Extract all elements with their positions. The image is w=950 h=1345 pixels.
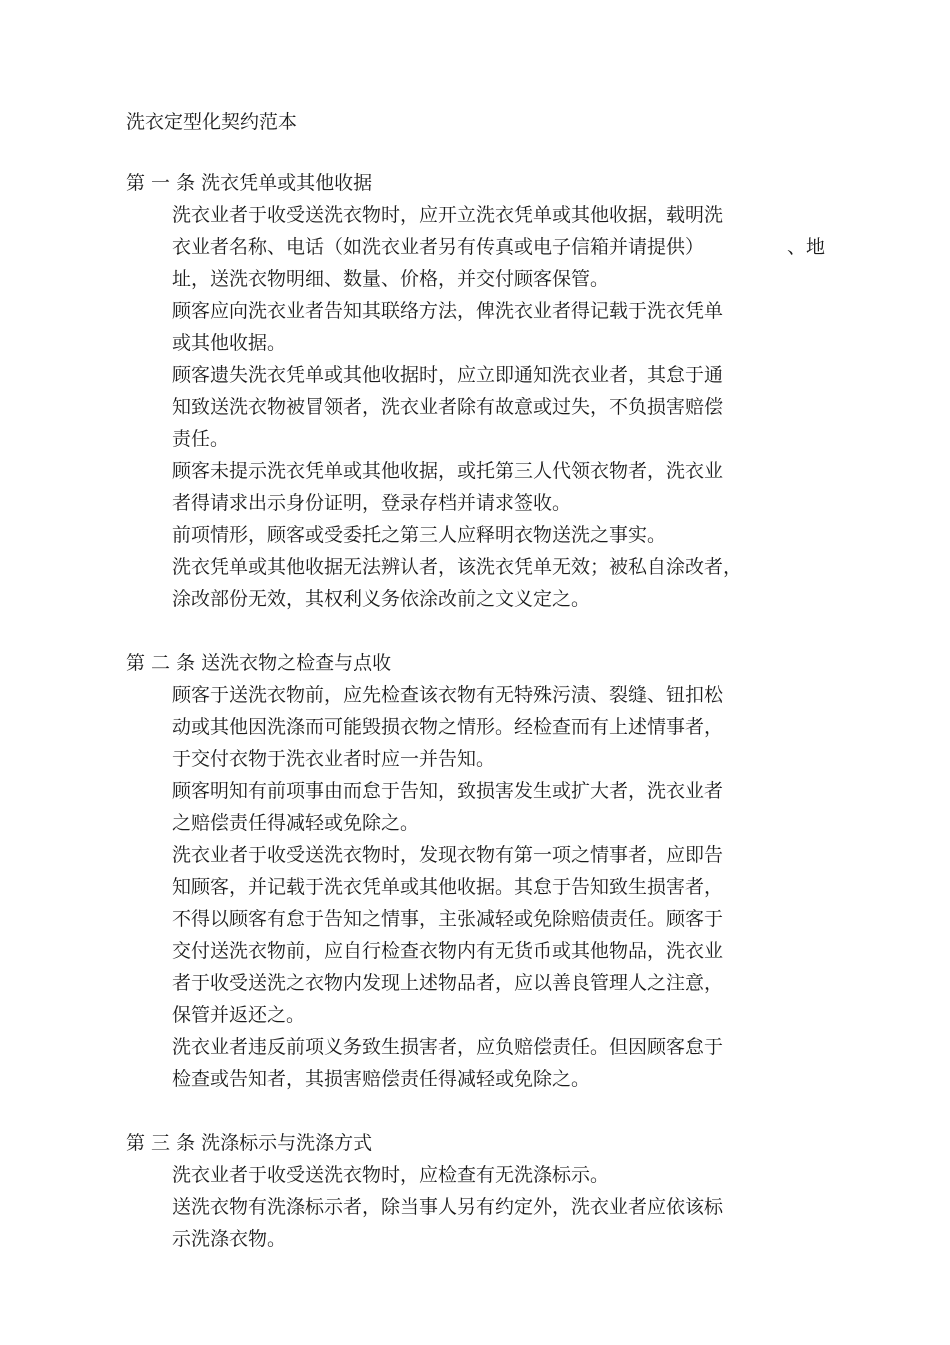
article-paragraph <box>172 551 792 615</box>
article-paragraph <box>172 839 792 1031</box>
document-title: 洗衣定型化契约范本 <box>126 111 298 133</box>
article-paragraph <box>172 775 792 839</box>
paragraph-line: 洗衣业者于收受送洗衣物时，发现衣物有第一项之情事者，应即告 <box>172 844 724 866</box>
article-paragraph <box>172 679 792 775</box>
article-2 <box>126 647 846 1095</box>
article-paragraph <box>172 1031 792 1095</box>
article-heading: 第 三 条 洗涤标示与洗涤方式 <box>126 1132 373 1154</box>
article-paragraph <box>172 359 792 455</box>
paragraph-line: 送洗衣物有洗涤标示者，除当事人另有约定外，洗衣业者应依该标 <box>172 1196 724 1218</box>
article-paragraph <box>172 295 792 359</box>
paragraph-line: 之赔偿责任得减轻或免除之。 <box>172 812 420 834</box>
paragraph-line: 顾客应向洗衣业者告知其联络方法，俾洗衣业者得记载于洗衣凭单 <box>172 300 724 322</box>
paragraph-line: 不得以顾客有怠于告知之情事，主张减轻或免除赔债责任。顾客于 <box>172 908 724 930</box>
paragraph-line: 者于收受送洗之衣物内发现上述物品者，应以善良管理人之注意， <box>172 972 724 994</box>
article-3 <box>126 1127 846 1255</box>
article-heading: 第 一 条 洗衣凭单或其他收据 <box>126 172 373 194</box>
paragraph-line: 洗衣凭单或其他收据无法辨认者，该洗衣凭单无效；被私自涂改者， <box>172 556 743 578</box>
paragraph-line: 顾客遗失洗衣凭单或其他收据时，应立即通知洗衣业者，其怠于通 <box>172 364 724 386</box>
paragraph-line: 顾客于送洗衣物前，应先检查该衣物有无特殊污渍、裂缝、钮扣松 <box>172 684 724 706</box>
paragraph-line: 涂改部份无效，其权利义务依涂改前之文义定之。 <box>172 588 591 610</box>
paragraph-line: 动或其他因洗涤而可能毁损衣物之情形。经检查而有上述情事者， <box>172 716 724 738</box>
paragraph-line: 洗衣业者于收受送洗衣物时，应开立洗衣凭单或其他收据，载明洗 <box>172 204 724 226</box>
paragraph-line: 洗衣业者于收受送洗衣物时，应检查有无洗涤标示。 <box>172 1164 610 1186</box>
article-paragraph <box>172 1159 792 1191</box>
paragraph-line: 于交付衣物于洗衣业者时应一并告知。 <box>172 748 496 770</box>
article-paragraph <box>172 1191 792 1255</box>
article-1 <box>126 167 846 615</box>
paragraph-line: 衣业者名称、电话（如洗衣业者另有传真或电子信箱并请提供） <box>172 236 705 258</box>
trailing-text: 、地 <box>787 236 826 258</box>
article-paragraph <box>172 199 792 295</box>
article-paragraph <box>172 519 792 551</box>
paragraph-line: 交付送洗衣物前，应自行检查衣物内有无货币或其他物品，洗衣业 <box>172 940 724 962</box>
paragraph-line: 者得请求出示身份证明，登录存档并请求签收。 <box>172 492 572 514</box>
paragraph-line: 保管并返还之。 <box>172 1004 306 1026</box>
paragraph-line: 址，送洗衣物明细、数量、价格，并交付顾客保管。 <box>172 268 610 290</box>
paragraph-line: 顾客未提示洗衣凭单或其他收据，或托第三人代领衣物者，洗衣业 <box>172 460 724 482</box>
paragraph-line: 知顾客，并记载于洗衣凭单或其他收据。其怠于告知致生损害者， <box>172 876 724 898</box>
paragraph-line: 洗衣业者违反前项义务致生损害者，应负赔偿责任。但因顾客怠于 <box>172 1036 724 1058</box>
paragraph-line: 检查或告知者，其损害赔偿责任得减轻或免除之。 <box>172 1068 591 1090</box>
paragraph-line: 知致送洗衣物被冒领者，洗衣业者除有故意或过失，不负损害赔偿 <box>172 396 724 418</box>
paragraph-line: 责任。 <box>172 428 230 450</box>
paragraph-line: 前项情形，顾客或受委托之第三人应释明衣物送洗之事实。 <box>172 524 667 546</box>
paragraph-line: 或其他收据。 <box>172 332 287 354</box>
article-heading: 第 二 条 送洗衣物之检查与点收 <box>126 652 392 674</box>
paragraph-line: 顾客明知有前项事由而怠于告知，致损害发生或扩大者，洗衣业者 <box>172 780 724 802</box>
article-paragraph <box>172 455 792 519</box>
paragraph-line: 示洗涤衣物。 <box>172 1228 287 1250</box>
